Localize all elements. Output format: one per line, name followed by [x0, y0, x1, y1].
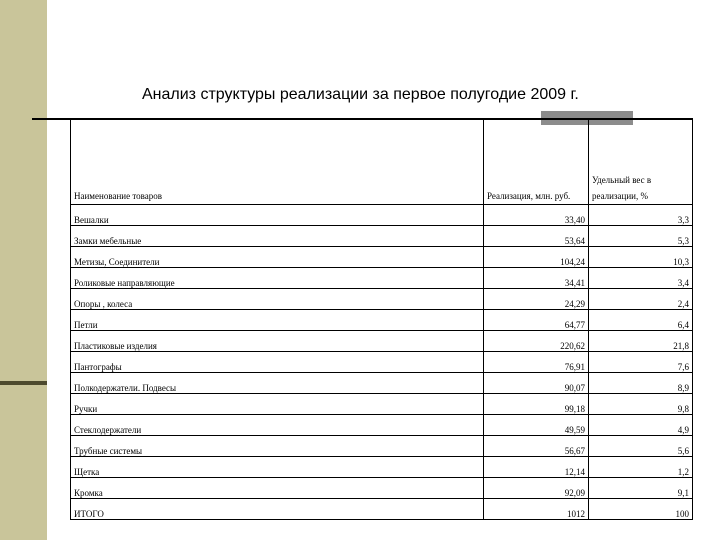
- row-sales-cell: 1012: [484, 499, 589, 520]
- header-share: [589, 120, 693, 205]
- row-name-cell: Замки мебельные: [71, 226, 484, 247]
- row-share-cell: 4,9: [589, 415, 693, 436]
- row-name-cell: ИТОГО: [71, 499, 484, 520]
- row-share-cell: 5,6: [589, 436, 693, 457]
- row-sales-cell: 56,67: [484, 436, 589, 457]
- row-sales-cell: 33,40: [484, 205, 589, 226]
- slide-sidebar: [0, 0, 47, 540]
- row-name-cell: Роликовые направляющие: [71, 268, 484, 289]
- row-name-cell: Трубные системы: [71, 436, 484, 457]
- header-sales: Реализация, млн. руб.: [484, 120, 589, 205]
- header-share-line2: реализации, %: [592, 191, 648, 201]
- table-row: [71, 478, 693, 499]
- table-row: [71, 394, 693, 415]
- table-row: [71, 331, 693, 352]
- row-name-cell: Опоры , колеса: [71, 289, 484, 310]
- row-name-cell: Пантографы: [71, 352, 484, 373]
- sidebar-divider: [0, 381, 47, 385]
- row-sales-cell: 90,07: [484, 373, 589, 394]
- row-sales-cell: 92,09: [484, 478, 589, 499]
- table-row: [71, 226, 693, 247]
- table-row: [71, 247, 693, 268]
- row-share-cell: 1,2: [589, 457, 693, 478]
- row-sales-cell: 53,64: [484, 226, 589, 247]
- slide-title: Анализ структуры реализации за первое полугодие 2009 г.: [142, 86, 579, 103]
- table-row: [71, 205, 693, 226]
- row-name-cell: Петли: [71, 310, 484, 331]
- row-sales-cell: 64,77: [484, 310, 589, 331]
- row-share-cell: 7,6: [589, 352, 693, 373]
- row-share-cell: 21,8: [589, 331, 693, 352]
- row-share-cell: 9,8: [589, 394, 693, 415]
- row-share-cell: 2,4: [589, 289, 693, 310]
- table-row: [71, 289, 693, 310]
- table-row: [71, 310, 693, 331]
- row-sales-cell: 34,41: [484, 268, 589, 289]
- table-row: [71, 415, 693, 436]
- table-row: [71, 436, 693, 457]
- row-share-cell: 100: [589, 499, 693, 520]
- row-share-cell: 8,9: [589, 373, 693, 394]
- row-name-cell: Щетка: [71, 457, 484, 478]
- row-name-cell: Ручки: [71, 394, 484, 415]
- table-row: [71, 373, 693, 394]
- table-row: [71, 457, 693, 478]
- row-name-cell: Пластиковые изделия: [71, 331, 484, 352]
- table-header-row: [71, 120, 693, 205]
- row-name-cell: Стеклодержатели: [71, 415, 484, 436]
- row-sales-cell: 49,59: [484, 415, 589, 436]
- row-name-cell: Кромка: [71, 478, 484, 499]
- table-row: [71, 268, 693, 289]
- row-share-cell: 3,4: [589, 268, 693, 289]
- row-sales-cell: 220,62: [484, 331, 589, 352]
- header-share-line1: Удельный вес в: [592, 175, 652, 185]
- row-sales-cell: 12,14: [484, 457, 589, 478]
- table-row: [71, 499, 693, 520]
- row-sales-cell: 76,91: [484, 352, 589, 373]
- row-sales-cell: 99,18: [484, 394, 589, 415]
- sales-structure-table: [70, 119, 693, 520]
- table-row: [71, 352, 693, 373]
- row-name-cell: Вешалки: [71, 205, 484, 226]
- row-name-cell: Полкодержатели. Подвесы: [71, 373, 484, 394]
- row-share-cell: 5,3: [589, 226, 693, 247]
- row-share-cell: 3,3: [589, 205, 693, 226]
- row-sales-cell: 104,24: [484, 247, 589, 268]
- row-share-cell: 9,1: [589, 478, 693, 499]
- row-sales-cell: 24,29: [484, 289, 589, 310]
- row-share-cell: 10,3: [589, 247, 693, 268]
- row-name-cell: Метизы, Соединители: [71, 247, 484, 268]
- row-share-cell: 6,4: [589, 310, 693, 331]
- header-name: Наименование товаров: [71, 120, 484, 205]
